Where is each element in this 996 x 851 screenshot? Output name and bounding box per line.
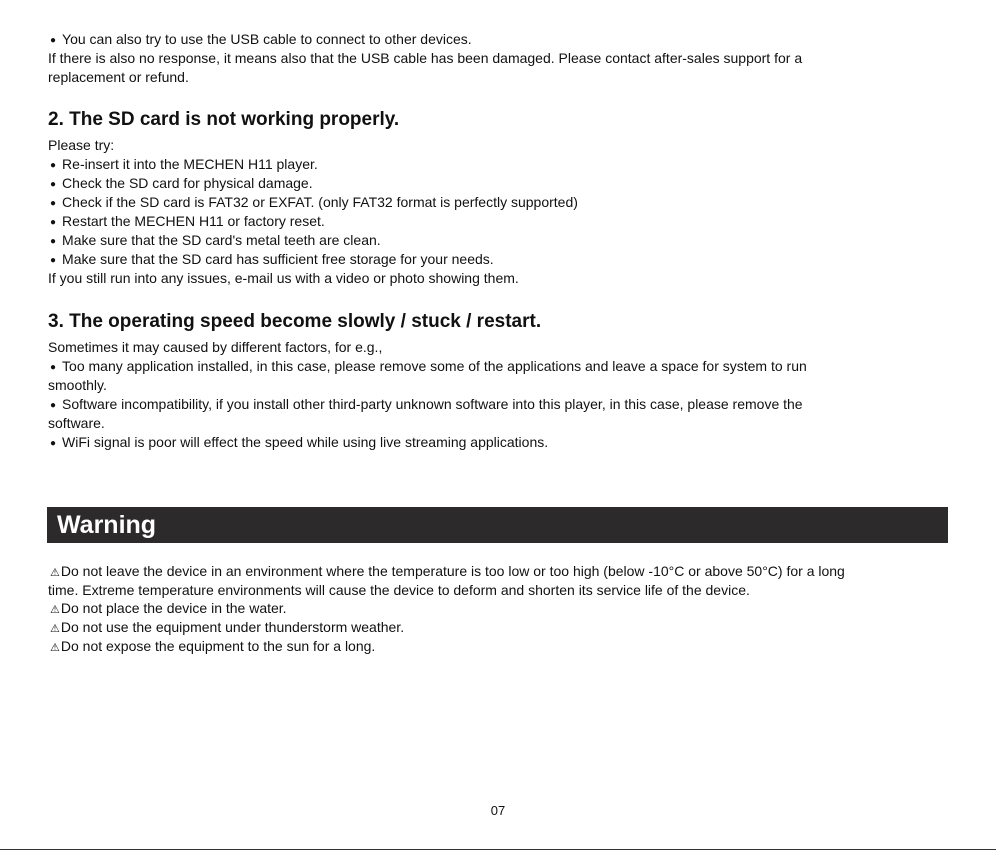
usb-damage-note: If there is also no response, it means also that the USB cable has been damaged. Please contact after-sales support for a <box>48 50 803 66</box>
usb-damage-note-cont: replacement or refund. <box>48 69 189 85</box>
bottom-divider <box>0 849 996 850</box>
warning-item-4-text: Do not expose the equipment to the sun for a long. <box>60 638 376 654</box>
sd-tip-1: ● Re-insert it into the MECHEN H11 player. <box>48 155 318 176</box>
warning-item-2-text: Do not place the device in the water. <box>60 600 287 616</box>
warning-triangle-icon: ⚠ <box>50 567 60 579</box>
warning-triangle-icon: ⚠ <box>50 604 60 616</box>
section-2-intro: Please try: <box>48 137 115 153</box>
sd-tip-2: ● Check the SD card for physical damage. <box>48 174 313 195</box>
sd-tip-4: ● Restart the MECHEN H11 or factory reset. <box>48 212 325 233</box>
sd-tip-6: ● Make sure that the SD card has sufficient free storage for your needs. <box>48 250 494 271</box>
speed-cause-2-cont: software. <box>48 415 105 431</box>
warning-triangle-icon: ⚠ <box>50 642 60 654</box>
section-3-heading: 3. The operating speed become slowly / stuck / restart. <box>48 311 542 332</box>
warning-item-3 <box>48 618 404 639</box>
warning-item-2 <box>48 599 287 620</box>
speed-cause-1-cont: smoothly. <box>48 377 107 393</box>
warning-item-1 <box>48 562 845 583</box>
speed-cause-1: ● Too many application installed, in this case, please remove some of the applications and leave a space for system to run <box>48 357 807 378</box>
section-2-outro: If you still run into any issues, e-mail us with a video or photo showing them. <box>48 270 519 286</box>
sd-tip-3: ● Check if the SD card is FAT32 or EXFAT. (only FAT32 format is perfectly supported) <box>48 193 578 214</box>
warning-banner <box>47 507 948 543</box>
warning-item-1-text: Do not leave the device in an environment where the temperature is too low or too high (below -10°C or above 50°C) for a long <box>60 563 845 579</box>
sd-tip-5: ● Make sure that the SD card's metal teeth are clean. <box>48 231 381 252</box>
warning-item-3-text: Do not use the equipment under thunderstorm weather. <box>60 619 405 635</box>
warning-triangle-icon: ⚠ <box>50 623 60 635</box>
warning-title: Warning <box>57 511 157 539</box>
section-2-heading: 2. The SD card is not working properly. <box>48 109 400 130</box>
warning-item-4 <box>48 637 375 658</box>
warning-item-1-cont: time. Extreme temperature environments will cause the device to deform and shorten its service life of the device. <box>48 582 750 598</box>
speed-cause-2: ● Software incompatibility, if you install other third-party unknown software into this player, in this case, please remove the <box>48 395 803 416</box>
section-3-intro: Sometimes it may caused by different factors, for e.g., <box>48 339 383 355</box>
speed-cause-3: ● WiFi signal is poor will effect the speed while using live streaming applications. <box>48 433 548 454</box>
page-number: 07 <box>490 803 506 818</box>
usb-tip: ● You can also try to use the USB cable to connect to other devices. <box>48 30 472 51</box>
